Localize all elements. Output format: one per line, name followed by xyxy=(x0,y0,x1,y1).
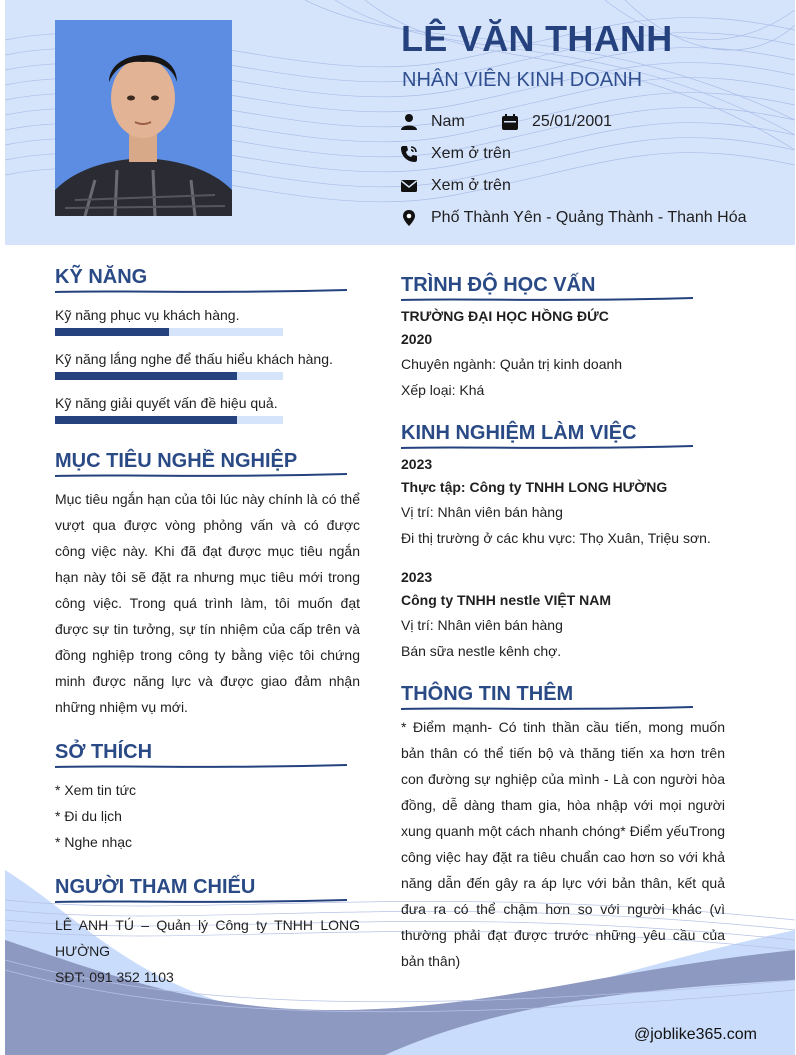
skill-label: Kỹ năng giải quyết vấn đề hiệu quả. xyxy=(55,395,278,411)
education-school: TRƯỜNG ĐẠI HỌC HỒNG ĐỨC xyxy=(401,308,609,324)
profile-photo xyxy=(55,20,232,216)
address-row xyxy=(400,209,747,227)
experience-heading: KINH NGHIỆM LÀM VIỆC xyxy=(401,422,637,444)
hobby-item: * Nghe nhạc xyxy=(55,834,133,850)
birthdate-value: 25/01/2001 xyxy=(532,113,613,130)
reference-phone: SĐT: 091 352 1103 xyxy=(55,969,174,985)
education-heading: TRÌNH ĐỘ HỌC VẤN xyxy=(401,274,596,296)
job-position: Vị trí: Nhân viên bán hàng xyxy=(401,617,563,633)
skills-heading: KỸ NĂNG xyxy=(55,266,148,288)
watermark: @joblike365.com xyxy=(634,1026,757,1043)
email-value: Xem ở trên xyxy=(431,177,511,194)
hobbies-heading-underline xyxy=(55,763,347,769)
birthdate-row xyxy=(501,113,612,131)
job-year: 2023 xyxy=(401,456,433,472)
phone-icon xyxy=(400,145,418,163)
skill-bar xyxy=(55,416,283,424)
objective-text: Mục tiêu ngắn hạn của tôi lúc này chính là có thể vượt qua được vòng phỏng vấn và có được công việc này. Khi đã đạt được mục tiêu ngắn hạn này tôi sẽ đặt ra nhưng mục tiêu mới trong công việc. Trong quá trình làm, tôi muốn đạt được sự tin tưởng, sự tín nhiệm của cấp trên và đồng nghiệp trong công ty bằng việc tôi chứng minh được năng lực và được giao đảm nhận những nhiệm vụ mới. xyxy=(55,491,360,715)
objective-heading-underline xyxy=(55,472,347,478)
reference-heading: NGƯỜI THAM CHIẾU xyxy=(55,876,256,898)
education-major: Chuyên ngành: Quản trị kinh doanh xyxy=(401,356,623,372)
gender-value: Nam xyxy=(431,113,465,130)
additional-heading: THÔNG TIN THÊM xyxy=(401,683,574,705)
envelope-icon xyxy=(400,177,418,195)
skill-bar xyxy=(55,328,283,336)
additional-text: * Điểm mạnh- Có tinh thần cầu tiến, mong muốn bản thân có thể tiến bộ và thăng tiến xa hơn trên con đường sự nghiệp của mình - Là con người hòa đồng, dễ dàng tham gia, hòa nhập với mọi người xung quanh một cách nhanh chóng* Điểm yếuTrong công việc hay đặt ra tiêu chuẩn cao hơn so với khả năng dẫn đến gây ra áp lực với bản thân, kết quả đưa ra có thể chậm hơn so với người khác (vì thường phải đạt được trước những yêu cầu của bản thân) xyxy=(401,719,725,969)
gender-row xyxy=(400,113,465,131)
additional-heading-underline xyxy=(401,705,693,711)
job-company: Thực tập: Công ty TNHH LONG HƯỜNG xyxy=(401,479,668,495)
reference-heading-underline xyxy=(55,898,347,904)
hobby-item: * Đi du lịch xyxy=(55,808,122,824)
job-description: Bán sữa nestle kênh chợ. xyxy=(401,643,562,659)
skill-bar xyxy=(55,372,283,380)
skill-bar-fill xyxy=(55,372,237,380)
experience-heading-underline xyxy=(401,444,693,450)
candidate-name: LÊ VĂN THANH xyxy=(401,18,673,59)
user-icon xyxy=(400,113,418,131)
candidate-title: NHÂN VIÊN KINH DOANH xyxy=(402,69,643,91)
education-heading-underline xyxy=(401,296,693,302)
hobbies-heading: SỞ THÍCH xyxy=(55,741,153,763)
phone-value: Xem ở trên xyxy=(431,145,511,162)
skill-bar-fill xyxy=(55,328,169,336)
calendar-icon xyxy=(501,113,519,131)
hobby-item: * Xem tin tức xyxy=(55,782,136,798)
reference-person: LÊ ANH TÚ – Quản lý Công ty TNHH LONG HƯỜNG xyxy=(55,917,360,959)
skill-bar-fill xyxy=(55,416,237,424)
education-grade: Xếp loại: Khá xyxy=(401,382,485,398)
skill-label: Kỹ năng lắng nghe để thấu hiểu khách hàng. xyxy=(55,351,333,367)
job-position: Vị trí: Nhân viên bán hàng xyxy=(401,504,563,520)
map-pin-icon xyxy=(400,209,418,227)
address-value: Phố Thành Yên - Quảng Thành - Thanh Hóa xyxy=(431,209,747,226)
job-company: Công ty TNHH nestle VIỆT NAM xyxy=(401,592,612,608)
objective-heading: MỤC TIÊU NGHỀ NGHIỆP xyxy=(55,450,298,472)
skills-heading-underline xyxy=(55,288,347,294)
email-row xyxy=(400,177,511,195)
job-description: Đi thị trường ở các khu vực: Thọ Xuân, Triệu sơn. xyxy=(401,530,711,546)
skill-label: Kỹ năng phục vụ khách hàng. xyxy=(55,307,240,323)
job-year: 2023 xyxy=(401,569,433,585)
phone-row xyxy=(400,145,511,163)
education-year: 2020 xyxy=(401,331,433,347)
